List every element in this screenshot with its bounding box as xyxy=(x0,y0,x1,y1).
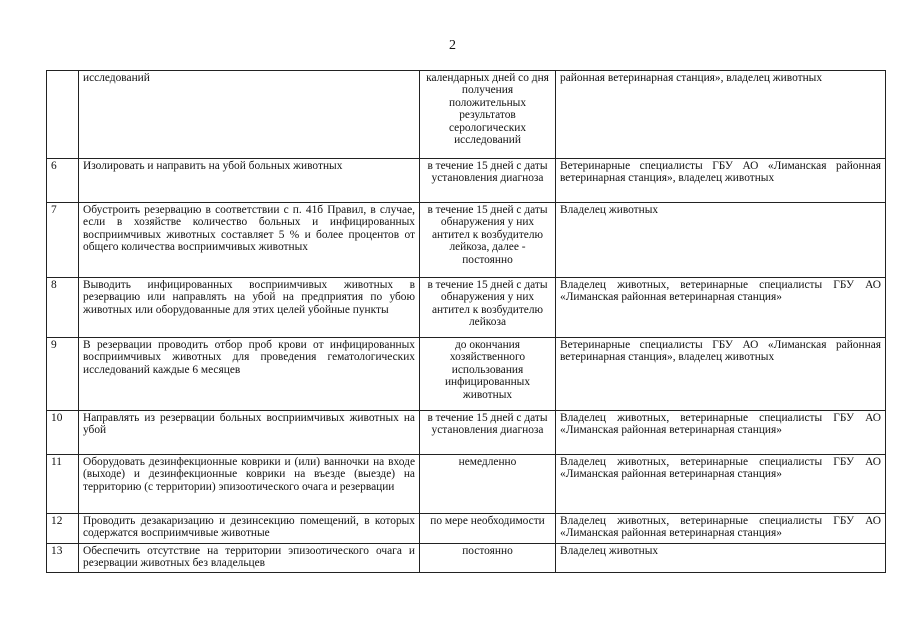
table-row xyxy=(47,514,886,544)
row-term: постоянно xyxy=(420,544,556,573)
row-action: Выводить инфицированных восприимчивых животных в резервацию или направлять на убой на предприятия по убою животных или оборудованные для этих целей убойные пункты xyxy=(79,278,420,338)
row-term: в течение 15 дней с даты обнаружения у них антител к возбудителю лейкоза, далее - постоянно xyxy=(420,203,556,278)
row-term: немедленно xyxy=(420,455,556,514)
table-row xyxy=(47,338,886,411)
row-number xyxy=(47,71,79,159)
row-responsible: Ветеринарные специалисты ГБУ АО «Лиманская районная ветеринарная станция», владелец животных xyxy=(556,159,886,203)
row-action: Оборудовать дезинфекционные коврики и (или) ванночки на входе (выходе) и дезинфекционные коврики на въезде (выезде) на территорию (с территории) эпизоотического очага и резервации xyxy=(79,455,420,514)
table-row xyxy=(47,411,886,455)
row-action: исследований xyxy=(79,71,420,159)
row-number: 6 xyxy=(47,159,79,203)
row-number: 8 xyxy=(47,278,79,338)
row-number: 7 xyxy=(47,203,79,278)
row-responsible: Владелец животных xyxy=(556,203,886,278)
table-row xyxy=(47,455,886,514)
row-action: Проводить дезакаризацию и дезинсекцию помещений, в которых содержатся восприимчивые животные xyxy=(79,514,420,544)
row-action: Направлять из резервации больных восприимчивых животных на убой xyxy=(79,411,420,455)
row-action: Обеспечить отсутствие на территории эпизоотического очага и резервации животных без владельцев xyxy=(79,544,420,573)
row-term: по мере необходимости xyxy=(420,514,556,544)
row-responsible: Владелец животных, ветеринарные специалисты ГБУ АО «Лиманская районная ветеринарная станция» xyxy=(556,455,886,514)
table-row xyxy=(47,159,886,203)
row-term: в течение 15 дней с даты установления диагноза xyxy=(420,159,556,203)
row-number: 9 xyxy=(47,338,79,411)
row-number: 12 xyxy=(47,514,79,544)
row-action: Обустроить резервацию в соответствии с п. 41б Правил, в случае, если в хозяйстве количество больных и инфицированных восприимчивых животных составляет 5 % и более процентов от общего количества восприимчивых животных xyxy=(79,203,420,278)
table-row xyxy=(47,278,886,338)
row-responsible: Владелец животных xyxy=(556,544,886,573)
row-term: календарных дней со дня получения положительных результатов серологических исследований xyxy=(420,71,556,159)
table-row xyxy=(47,544,886,573)
row-action: Изолировать и направить на убой больных животных xyxy=(79,159,420,203)
table-row xyxy=(47,71,886,159)
row-responsible: Владелец животных, ветеринарные специалисты ГБУ АО «Лиманская районная ветеринарная станция» xyxy=(556,278,886,338)
row-action: В резервации проводить отбор проб крови от инфицированных восприимчивых животных для проведения гематологических исследований каждые 6 месяцев xyxy=(79,338,420,411)
row-responsible: Ветеринарные специалисты ГБУ АО «Лиманская районная ветеринарная станция», владелец животных xyxy=(556,338,886,411)
row-responsible: Владелец животных, ветеринарные специалисты ГБУ АО «Лиманская районная ветеринарная станция» xyxy=(556,514,886,544)
page-number: 2 xyxy=(449,38,456,53)
row-number: 10 xyxy=(47,411,79,455)
row-responsible: районная ветеринарная станция», владелец животных xyxy=(556,71,886,159)
row-number: 11 xyxy=(47,455,79,514)
row-responsible: Владелец животных, ветеринарные специалисты ГБУ АО «Лиманская районная ветеринарная станция» xyxy=(556,411,886,455)
row-term: до окончания хозяйственного использования инфицированных животных xyxy=(420,338,556,411)
row-number: 13 xyxy=(47,544,79,573)
row-term: в течение 15 дней с даты обнаружения у них антител к возбудителю лейкоза xyxy=(420,278,556,338)
row-term: в течение 15 дней с даты установления диагноза xyxy=(420,411,556,455)
table-row xyxy=(47,203,886,278)
measures-table xyxy=(46,70,886,573)
